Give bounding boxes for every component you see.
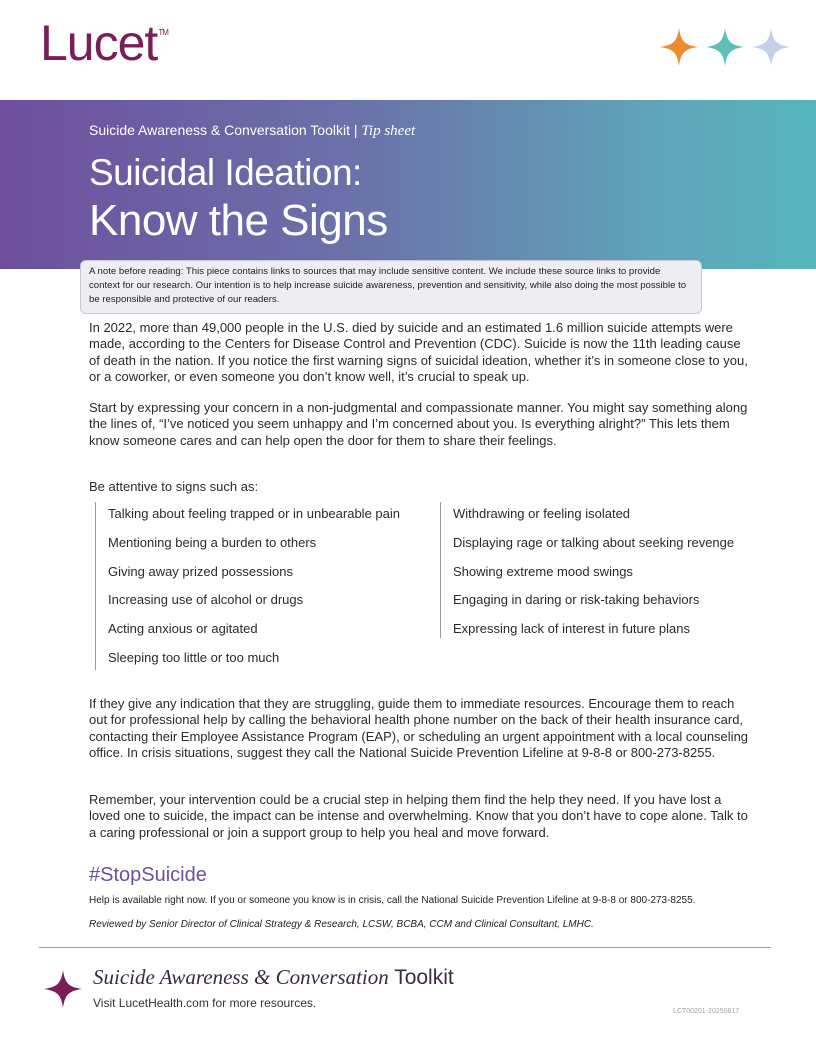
list-item: Acting anxious or agitated (108, 621, 258, 637)
trademark: TM (158, 28, 168, 37)
footer-title-italic: Suicide Awareness & Conversation (93, 965, 389, 989)
list-item: Displaying rage or talking about seeking revenge (453, 534, 735, 550)
toolkit-kicker (89, 122, 415, 140)
page-title-line1: Suicidal Ideation: (89, 152, 362, 193)
footer-title (93, 965, 454, 990)
star-orange-icon (660, 28, 698, 66)
list-item: Withdrawing or feeling isolated (453, 506, 631, 521)
remember-paragraph: Remember, your intervention could be a crucial step in helping them find the help they need. If you have lost a loved one to suicide, the impact can be intense and overwhelming. Know that you don’t have to cope alone. Talk to a caring professional or join a support group to help you heal and move forward. (89, 792, 748, 840)
resources-paragraph: If they give any indication that they are struggling, guide them to immediate resources. Encourage them to reach out for professional help by calling the behavioral health phone number on the back of their health insurance card, contacting their Employee Assistance Program (EAP), or scheduling an urgent appointment with a local counseling office. In crisis situations, suggest they call the National Suicide Prevention Lifeline at 9-8-8 or 800-273-8255. (89, 696, 749, 761)
list-item: Increasing use of alcohol or drugs (108, 592, 304, 608)
content-warning-note: A note before reading: This piece contains links to sources that may include sensitive content. We include these source links to provide context for our research. Our intention is to help increase suicide awareness, prevention and sensitivity, while also doing the most possible to be responsible and protective of our readers. (80, 260, 702, 314)
signs-list-right (440, 502, 734, 638)
footer-star-icon (44, 970, 82, 1008)
list-item: Expressing lack of interest in future plans (453, 621, 691, 637)
logo-text: Lucet (40, 15, 158, 71)
document-code: LCT00201-20250617 (673, 1008, 740, 1015)
intro-paragraph: In 2022, more than 49,000 people in the U.S. died by suicide and an estimated 1.6 million suicide attempts were made, according to the Centers for Disease Control and Prevention (CDC). Suicide is now the 11th leading cause of death in the nation. If you notice the first warning signs of suicidal ideation, whether it’s in someone close to you, or a coworker, or even someone you don’t know well, it’s crucial to speak up. (89, 320, 748, 385)
star-teal-icon (706, 28, 744, 66)
kicker-tip-sheet: Tip sheet (361, 123, 416, 139)
visit-link-text: Visit LucetHealth.com for more resources. (93, 996, 317, 1010)
signs-intro: Be attentive to signs such as: (89, 479, 259, 494)
page-title-line2: Know the Signs (89, 196, 388, 245)
footer-divider (39, 947, 771, 948)
hashtag: #StopSuicide (89, 864, 207, 886)
reviewed-by: Reviewed by Senior Director of Clinical Strategy & Research, LCSW, BCBA, CCM and Clinical Consultant, LMHC. (89, 919, 594, 930)
list-item: Talking about feeling trapped or in unbearable pain (108, 506, 400, 521)
lucet-logo (40, 14, 168, 72)
list-item: Mentioning being a burden to others (108, 534, 317, 550)
star-lavender-icon (752, 28, 790, 66)
decorative-stars (660, 28, 790, 66)
approach-paragraph: Start by expressing your concern in a non-judgmental and compassionate manner. You might say something along the lines of, “I’ve noticed you seem unhappy and I’m concerned about you. Is everything alright?” This lets them know someone cares and can help open the door for them to share their feelings. (89, 400, 748, 448)
list-item: Showing extreme mood swings (453, 563, 633, 579)
footer-title-plain: Toolkit (394, 966, 454, 989)
signs-list-left (95, 502, 400, 670)
crisis-help-line: Help is available right now. If you or someone you know is in crisis, call the National Suicide Prevention Lifeline at 9-8-8 or 800-273-8255. (89, 895, 696, 906)
list-item: Engaging in daring or risk-taking behaviors (453, 592, 700, 608)
list-item: Sleeping too little or too much (108, 649, 280, 665)
list-item: Giving away prized possessions (108, 563, 293, 579)
kicker-text: Suicide Awareness & Conversation Toolkit | (89, 122, 358, 138)
